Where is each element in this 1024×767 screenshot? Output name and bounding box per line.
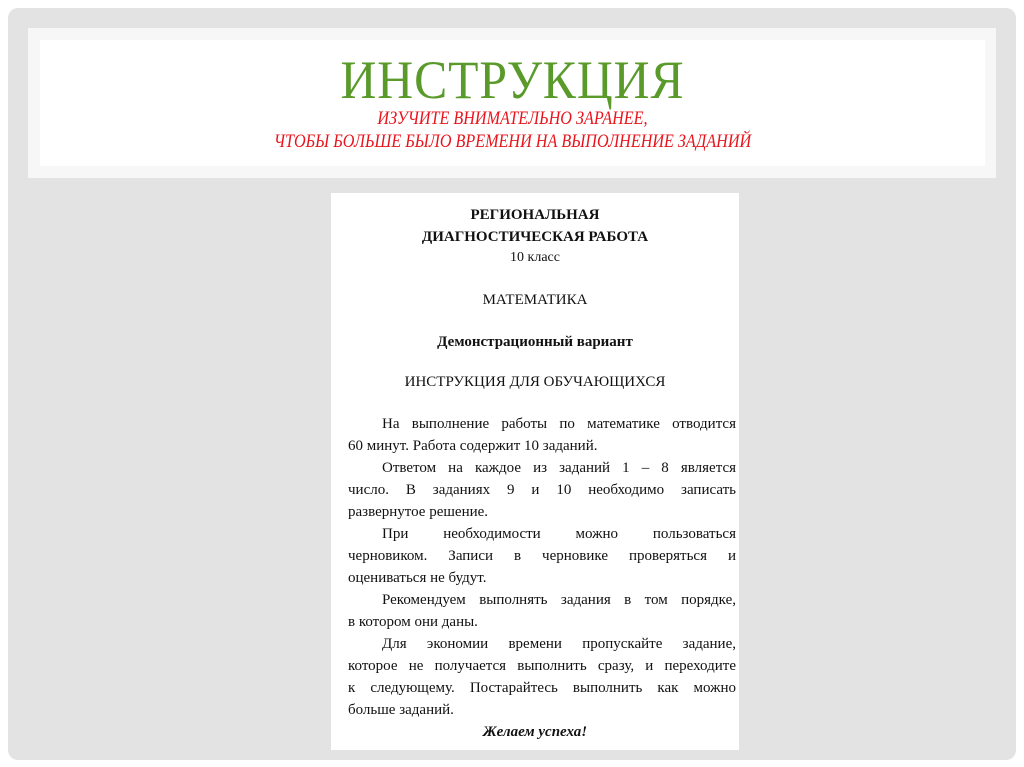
doc-instruction-title: ИНСТРУКЦИЯ ДЛЯ ОБУЧАЮЩИХСЯ bbox=[404, 374, 666, 390]
doc-line: число. В заданиях 9 и 10 необходимо записать bbox=[348, 482, 736, 498]
document-image bbox=[331, 193, 739, 750]
doc-line: больше заданий. bbox=[348, 702, 454, 718]
doc-line: в котором они даны. bbox=[348, 614, 478, 630]
doc-line: развернутое решение. bbox=[348, 504, 489, 520]
doc-line: Рекомендуем выполнять задания в том порядке, bbox=[382, 592, 736, 608]
slide-title: ИНСТРУКЦИЯ bbox=[340, 50, 685, 110]
doc-line: Ответом на каждое из заданий 1 – 8 является bbox=[382, 460, 736, 476]
slide-subtitle-line2: ЧТОБЫ БОЛЬШЕ БЫЛО ВРЕМЕНИ НА ВЫПОЛНЕНИЕ ЗАДАНИЙ bbox=[273, 131, 752, 152]
doc-line: На выполнение работы по математике отводится bbox=[382, 416, 736, 432]
doc-line: оцениваться не будут. bbox=[348, 570, 487, 586]
doc-line: Для экономии времени пропускайте задание, bbox=[382, 636, 736, 652]
doc-line: к следующему. Постарайтесь выполнить как можно bbox=[348, 680, 736, 696]
title-box bbox=[40, 40, 985, 166]
doc-heading-1: РЕГИОНАЛЬНАЯ bbox=[470, 207, 600, 223]
doc-line: черновиком. Записи в черновике проверяться и bbox=[348, 548, 736, 564]
doc-grade: 10 класс bbox=[510, 250, 560, 265]
doc-heading-2: ДИАГНОСТИЧЕСКАЯ РАБОТА bbox=[421, 229, 649, 245]
doc-variant: Демонстрационный вариант bbox=[437, 334, 633, 350]
doc-line: которое не получается выполнить сразу, и переходите bbox=[348, 658, 736, 674]
slide-subtitle-line1: ИЗУЧИТЕ ВНИМАТЕЛЬНО ЗАРАНЕЕ, bbox=[377, 108, 648, 129]
doc-line: При необходимости можно пользоваться bbox=[382, 526, 736, 542]
doc-closing: Желаем успеха! bbox=[482, 724, 588, 740]
doc-line: 60 минут. Работа содержит 10 заданий. bbox=[348, 438, 598, 454]
doc-subject: МАТЕМАТИКА bbox=[482, 292, 588, 308]
